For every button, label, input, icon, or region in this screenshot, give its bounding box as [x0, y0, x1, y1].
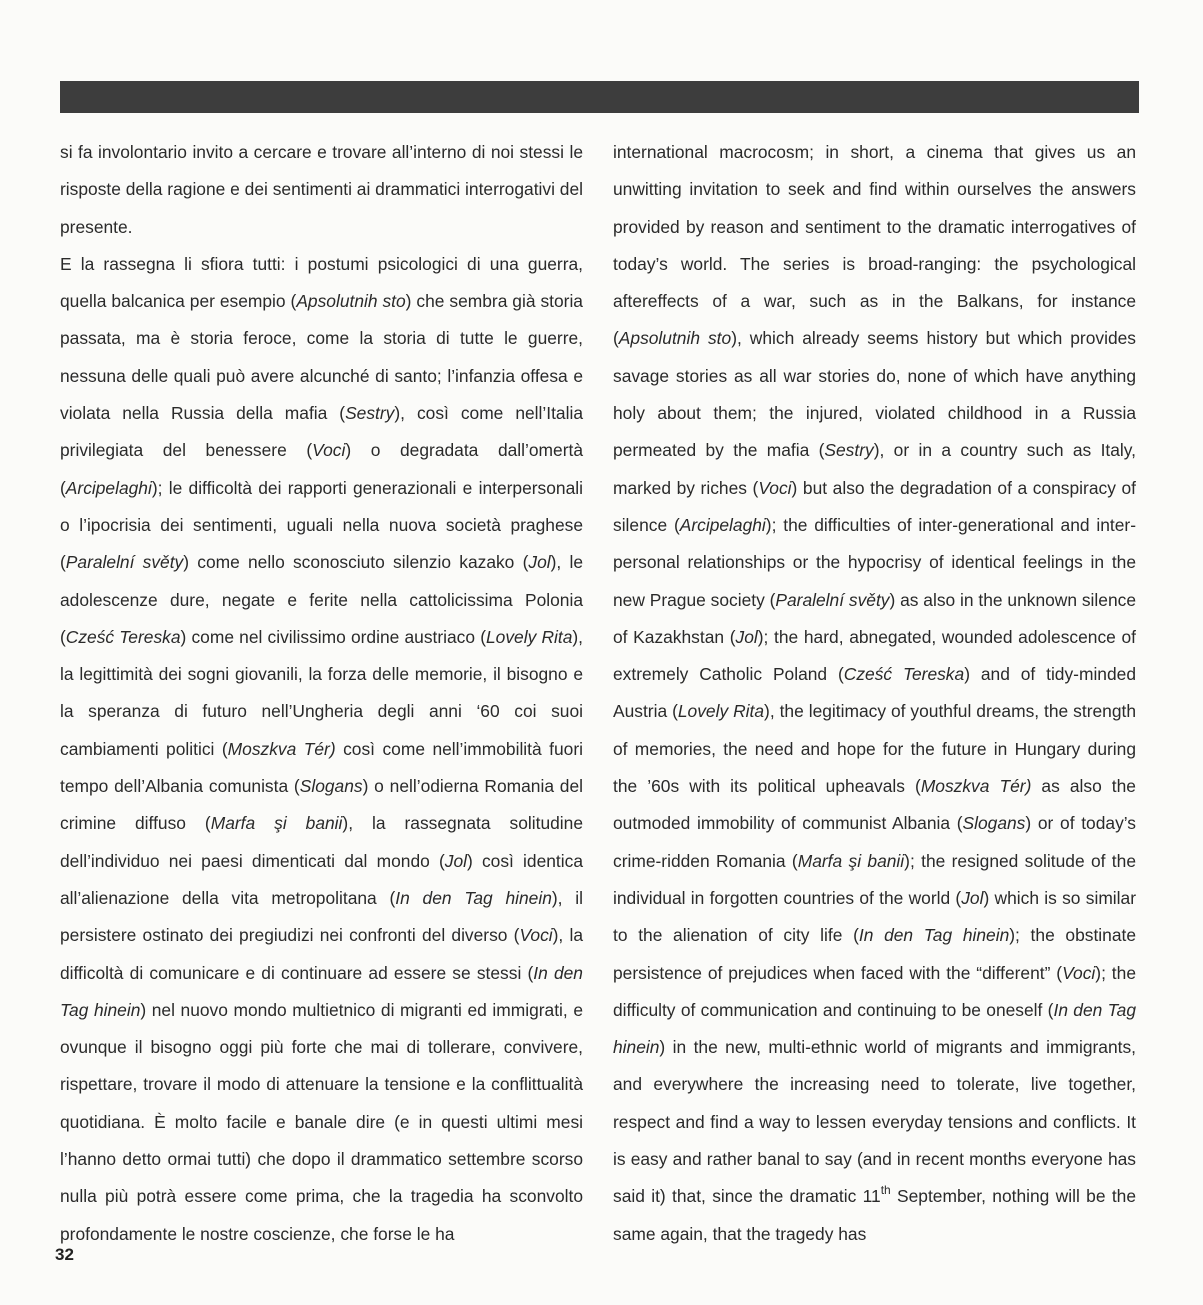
- film-title: In den Tag hinein: [858, 925, 1010, 946]
- film-title: Lovely Rita: [486, 626, 573, 647]
- text-run: ) che sembra già storia passata, ma è storia feroce, come la storia di tutte le guerre, nessuna delle quali può avere alcunché di santo; l’infanzia offesa e violata nella Russia della mafia (: [60, 291, 583, 424]
- film-title: Voci: [519, 925, 553, 946]
- text-run: così come nell’immobilità fuori tempo dell’Albania comunista (: [60, 738, 583, 797]
- text-run: ); the difficulties of inter-generational and inter-personal relationships or the hypocrisy of identical feelings in the new Prague society (: [613, 514, 1136, 610]
- text-run: ) o nell’odierna Romania del crimine diffuso (: [60, 776, 583, 834]
- film-title: Marfa şi banii: [797, 850, 905, 871]
- film-title: In den Tag hinein: [613, 999, 1136, 1058]
- film-title: Sestry: [345, 403, 395, 424]
- text-run: ); the resigned solitude of the individual in forgotten countries of the world (: [613, 850, 1136, 908]
- text-run: international macrocosm; in short, a cinema that gives us an unwitting invitation to seek and find within ourselves the answers provided by reason and sentiment to the dramatic interrogatives of today’s world. The series is broad-ranging: the psychological aftereffects of a war, such as in the Balkans, for instance (: [613, 142, 1136, 349]
- text-run: ); le difficoltà dei rapporti generazionali e interpersonali o l’ipocrisia dei sentimenti, uguali nella nuova società praghese (: [60, 477, 583, 573]
- film-title: Voci: [312, 440, 346, 461]
- page-number: 32: [55, 1245, 74, 1264]
- text-run: ) in the new, multi-ethnic world of migrants and immigrants, and everywhere the increasing need to tolerate, live together, respect and find a way to lessen everyday tensions and conflicts. It is easy and rather banal to say (and in recent months everyone has said it) that, since the dramatic 11: [613, 1037, 1136, 1207]
- text-run: ), the legitimacy of youthful dreams, the strength of memories, the need and hope for the future in Hungary during the ’60s with its political upheavals (: [613, 701, 1137, 797]
- text-run: ) o degradata dall’omertà (: [60, 440, 583, 498]
- film-title: Arcipelaghi: [65, 477, 152, 498]
- film-title: Sestry: [824, 440, 874, 461]
- film-title: Apsolutnih sto: [618, 328, 732, 349]
- text-run: ), which already seems history but which provides savage stories as all war stories do, none of which have anything holy about them; the injured, violated childhood in a Russia permeated by the mafia (: [613, 328, 1136, 461]
- film-title: Arcipelaghi: [679, 514, 766, 535]
- text-run: ) come nel civilissimo ordine austriaco (: [180, 626, 487, 647]
- text-run: ), la rassegnata solitudine dell’individuo nei paesi dimenticati dal mondo (: [60, 813, 583, 871]
- film-title: Moszkva Tér): [920, 776, 1032, 797]
- left-paragraph-1: [60, 134, 583, 246]
- film-title: Paralelní světy: [65, 552, 184, 573]
- film-title: Cześć Tereska: [65, 626, 181, 647]
- film-title: Jol: [961, 887, 984, 908]
- text-run: E la rassegna li sfiora tutti: i postumi psicologici di una guerra, quella balcanica per esempio (: [60, 253, 583, 312]
- film-title: Lovely Rita: [677, 701, 765, 722]
- text-run: ) nel nuovo mondo multietnico di migranti ed immigrati, e ovunque il bisogno oggi più forte che mai di tollerare, convivere, rispettare, trovare il modo di attenuare la tensione e la conflittualità quotidiana. È molto facile e banale dire (e in questi ultimi mesi l’hanno detto ormai tutti) che dopo il drammatico settembre scorso nulla più potrà essere come prima, che la tragedia ha sconvolto profondamente le nostre coscienze, che forse le ha: [60, 999, 583, 1244]
- superscript-run: th: [880, 1182, 891, 1197]
- text-run: ), così come nell’Italia privilegiata del benessere (: [60, 403, 583, 461]
- film-title: Voci: [758, 477, 792, 498]
- text-run: ), la legittimità dei sogni giovanili, la forza delle memorie, il bisogno e la speranza di futuro nell’Ungheria degli anni ‘60 coi suoi cambiamenti politici (: [60, 626, 584, 759]
- film-title: Jol: [735, 626, 758, 647]
- text-run: ); the hard, abnegated, wounded adolescence of extremely Catholic Poland (: [613, 626, 1136, 685]
- film-title: Slogans: [962, 813, 1026, 834]
- text-run: si fa involontario invito a cercare e trovare all’interno di noi stessi le risposte della ragione e dei sentimenti ai drammatici interrogativi del presente.: [60, 142, 583, 237]
- text-run: ) or of today’s crime-ridden Romania (: [613, 813, 1137, 871]
- film-title: Apsolutnih sto: [296, 291, 406, 312]
- left-column-italian: [60, 134, 583, 1253]
- film-title: Cześć Tereska: [843, 664, 965, 685]
- film-title: Jol: [528, 552, 551, 573]
- text-run: September, nothing will be the same again, that the tragedy has: [613, 1186, 1136, 1244]
- film-title: Moszkva Tér): [227, 738, 336, 759]
- film-title: Jol: [444, 850, 467, 871]
- text-run: ); the obstinate persistence of prejudices when faced with the “different” (: [613, 925, 1137, 983]
- right-paragraph-1: [613, 134, 1136, 1253]
- text-run: as also the outmoded immobility of communist Albania (: [613, 776, 1136, 834]
- film-title: In den Tag hinein: [395, 887, 552, 908]
- film-title: In den Tag hinein: [60, 962, 583, 1020]
- text-run: ), il persistere ostinato dei pregiudizi nei confronti del diverso (: [60, 887, 583, 946]
- text-run: ) and of tidy-minded Austria (: [613, 664, 1136, 722]
- text-run: ), la difficoltà di comunicare e di continuare ad essere se stessi (: [60, 925, 583, 983]
- right-column-english: [613, 134, 1136, 1253]
- text-run: ) così identica all’alienazione della vita metropolitana (: [60, 850, 583, 908]
- text-run: ) as also in the unknown silence of Kazakhstan (: [613, 589, 1136, 647]
- left-paragraph-2: [60, 246, 583, 1253]
- film-title: Voci: [1062, 962, 1096, 983]
- film-title: Paralelní světy: [775, 589, 890, 610]
- text-run: ) which is so similar to the alienation of city life (: [613, 887, 1136, 946]
- text-run: ), or in a country such as Italy, marked by riches (: [613, 440, 1137, 498]
- film-title: Slogans: [299, 776, 363, 797]
- text-run: ); the difficulty of communication and continuing to be oneself (: [613, 962, 1136, 1020]
- text-run: ), le adolescenze dure, negate e ferite nella cattolicissima Polonia (: [60, 552, 583, 647]
- text-run: ) come nello sconosciuto silenzio kazako (: [183, 552, 529, 573]
- header-bar: [60, 81, 1139, 113]
- text-run: ) but also the degradation of a conspiracy of silence (: [613, 477, 1136, 535]
- film-title: Marfa şi banii: [210, 813, 343, 834]
